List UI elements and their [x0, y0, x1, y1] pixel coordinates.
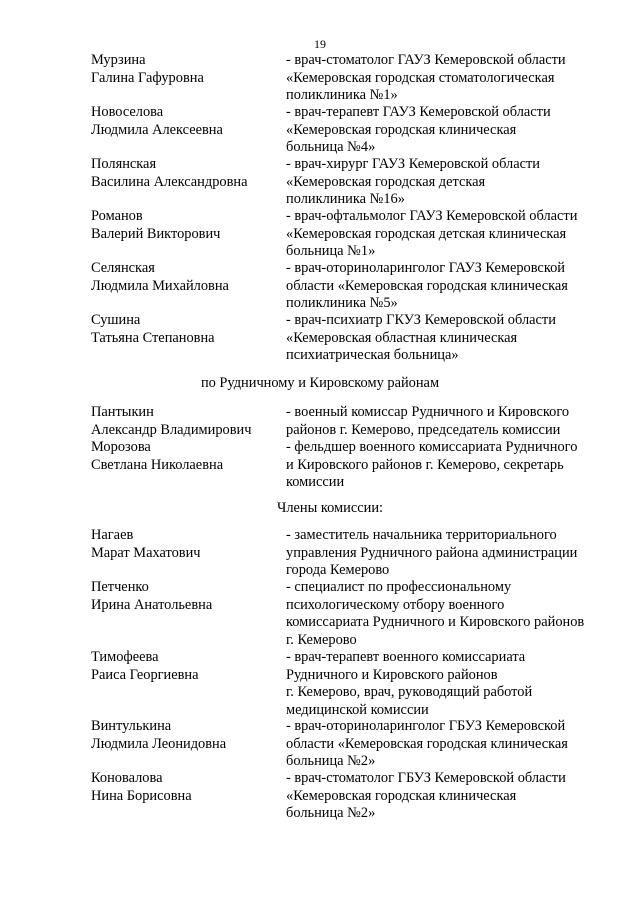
- desc-line: - врач-оториноларинголог ГБУЗ Кемеровской: [286, 718, 566, 734]
- desc-line: поликлиника №5»: [286, 295, 398, 311]
- desc-line: поликлиника №16»: [286, 191, 405, 207]
- position-description: [286, 579, 616, 649]
- desc-line: медицинской комиссии: [286, 701, 429, 718]
- position-description: [286, 404, 616, 439]
- desc-line: психологическому отбору военного: [286, 596, 505, 613]
- desc-line: больница №2»: [286, 753, 376, 769]
- desc-line: «Кемеровская городская детская: [286, 173, 486, 190]
- desc-line: поликлиника №1»: [286, 87, 398, 103]
- desc-line: больница №4»: [286, 139, 376, 155]
- given-names: Александр Владимирович: [91, 421, 252, 438]
- surname: Селянская: [91, 260, 155, 276]
- desc-line: г. Кемерово: [286, 631, 357, 648]
- desc-line: - заместитель начальника территориального: [286, 527, 557, 543]
- surname: Винтулькина: [91, 718, 172, 734]
- section-heading: по Рудничному и Кировскому районам: [200, 375, 440, 391]
- given-names: Нина Борисовна: [91, 787, 192, 804]
- given-names: Светлана Николаевна: [91, 456, 224, 473]
- person-name: [91, 404, 281, 439]
- person-name: [91, 52, 281, 87]
- person-name: [91, 104, 281, 139]
- desc-line: - врач-офтальмолог ГАУЗ Кемеровской области: [286, 208, 578, 224]
- desc-line: - врач-терапевт военного комиссариата: [286, 649, 526, 665]
- desc-line: - врач-психиатр ГКУЗ Кемеровской области: [286, 312, 556, 328]
- desc-line: и Кировского районов г. Кемерово, секретарь: [286, 456, 564, 473]
- desc-line: районов г. Кемерово, председатель комиссии: [286, 421, 561, 438]
- given-names: Людмила Михайловна: [91, 277, 229, 294]
- desc-line: «Кемеровская городская детская клиническая: [286, 225, 567, 242]
- surname: Морозова: [91, 439, 151, 455]
- surname: Сушина: [91, 312, 141, 328]
- person-name: [91, 527, 281, 562]
- surname: Нагаев: [91, 527, 134, 543]
- given-names: Ирина Анатольевна: [91, 596, 213, 613]
- person-name: [91, 156, 281, 191]
- desc-line: - специалист по профессиональному: [286, 579, 512, 595]
- person-name: [91, 579, 281, 614]
- given-names: Валерий Викторович: [91, 225, 221, 242]
- position-description: [286, 52, 616, 105]
- surname: Новоселова: [91, 104, 164, 120]
- person-name: [91, 770, 281, 805]
- position-description: [286, 439, 616, 492]
- desc-line: психиатрическая больница»: [286, 347, 459, 363]
- desc-line: - врач-терапевт ГАУЗ Кемеровской области: [286, 104, 551, 120]
- desc-line: «Кемеровская городская стоматологическая: [286, 69, 555, 86]
- desc-line: - фельдшер военного комиссариата Рудничного: [286, 439, 578, 455]
- position-description: [286, 649, 616, 719]
- desc-line: Рудничного и Кировского районов: [286, 666, 498, 683]
- desc-line: г. Кемерово, врач, руководящий работой: [286, 684, 533, 700]
- person-name: [91, 260, 281, 295]
- surname: Петченко: [91, 579, 149, 595]
- given-names: Людмила Леонидовна: [91, 735, 227, 752]
- person-name: [91, 312, 281, 347]
- surname: Мурзина: [91, 52, 146, 68]
- surname: Пантыкин: [91, 404, 154, 420]
- desc-line: «Кемеровская областная клиническая: [286, 329, 518, 346]
- given-names: Марат Махатович: [91, 544, 201, 561]
- desc-line: «Кемеровская городская клиническая: [286, 121, 517, 138]
- person-name: [91, 649, 281, 684]
- person-name: [91, 208, 281, 243]
- position-description: [286, 156, 616, 209]
- surname: Полянская: [91, 156, 157, 172]
- desc-line: больница №1»: [286, 243, 376, 259]
- desc-line: города Кемерово: [286, 562, 390, 578]
- desc-line: комиссариата Рудничного и Кировского районов: [286, 614, 585, 630]
- given-names: Галина Гафуровна: [91, 69, 204, 86]
- desc-line: комиссии: [286, 474, 345, 490]
- desc-line: - врач-стоматолог ГБУЗ Кемеровской области: [286, 770, 566, 786]
- members-heading: Члены комиссии:: [276, 500, 384, 516]
- position-description: [286, 104, 616, 157]
- page-number: 19: [314, 37, 326, 51]
- given-names: Раиса Георгиевна: [91, 666, 199, 683]
- position-description: [286, 260, 616, 313]
- position-description: [286, 718, 616, 771]
- person-name: [91, 718, 281, 753]
- given-names: Василина Александровна: [91, 173, 248, 190]
- position-description: [286, 527, 616, 580]
- surname: Тимофеева: [91, 649, 159, 665]
- given-names: Людмила Алексеевна: [91, 121, 223, 138]
- given-names: Татьяна Степановна: [91, 329, 215, 346]
- desc-line: области «Кемеровская городская клиническая: [286, 277, 568, 294]
- desc-line: «Кемеровская городская клиническая: [286, 787, 517, 804]
- surname: Романов: [91, 208, 143, 224]
- person-name: [91, 439, 281, 474]
- desc-line: области «Кемеровская городская клиническая: [286, 735, 568, 752]
- desc-line: - врач-хирург ГАУЗ Кемеровской области: [286, 156, 540, 172]
- desc-line: управления Рудничного района администрации: [286, 544, 578, 561]
- position-description: [286, 312, 616, 365]
- position-description: [286, 208, 616, 261]
- surname: Коновалова: [91, 770, 163, 786]
- position-description: [286, 770, 616, 823]
- desc-line: - врач-стоматолог ГАУЗ Кемеровской области: [286, 52, 566, 68]
- desc-line: - военный комиссар Рудничного и Кировского: [286, 404, 570, 420]
- desc-line: больница №2»: [286, 805, 376, 821]
- desc-line: - врач-оториноларинголог ГАУЗ Кемеровской: [286, 260, 565, 276]
